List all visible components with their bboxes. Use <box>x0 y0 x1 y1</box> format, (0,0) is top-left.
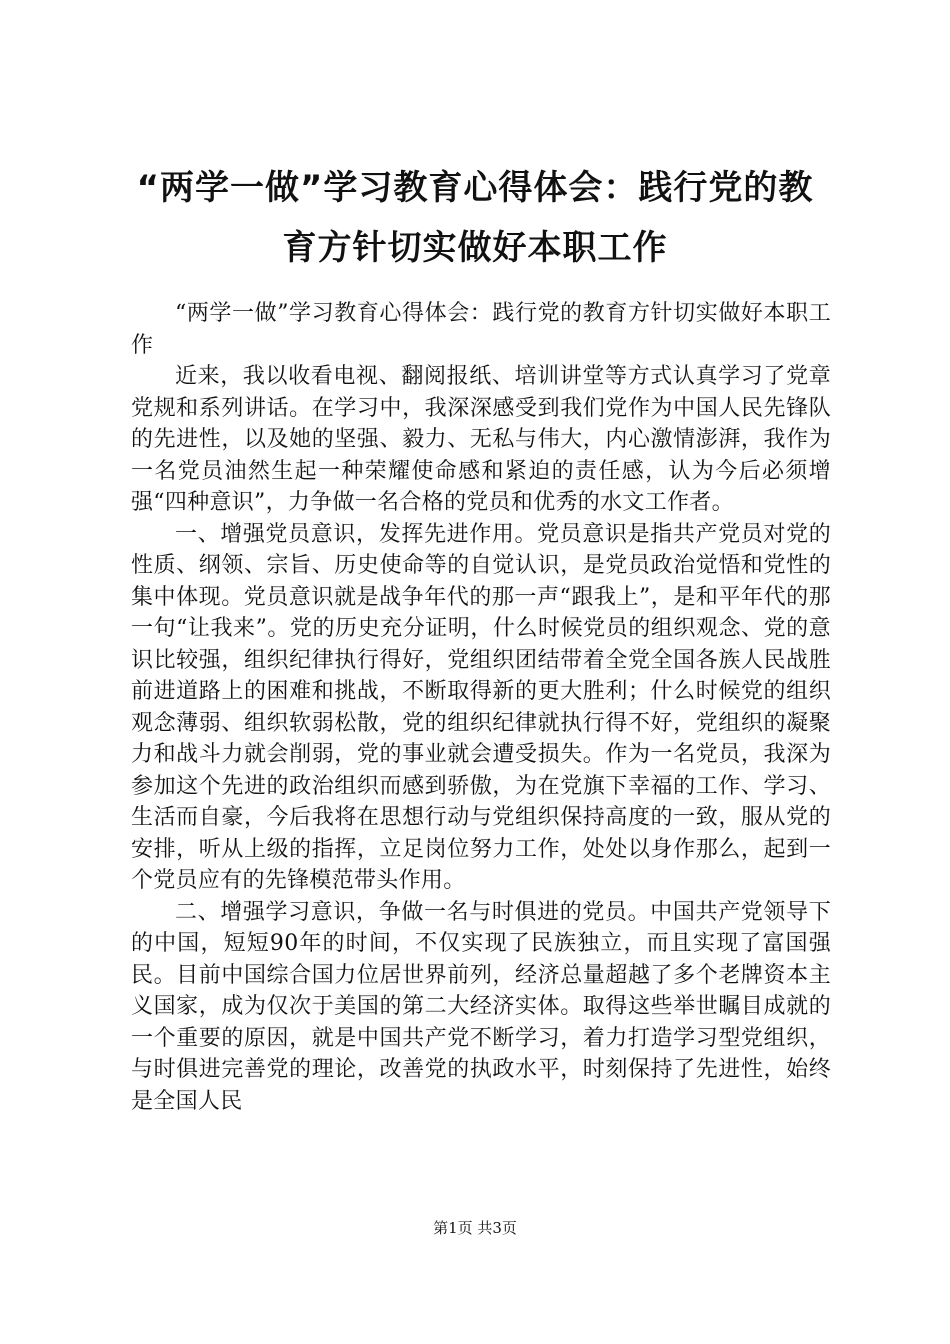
page-number-footer: 第1页 共3页 <box>433 1219 517 1237</box>
document-body <box>131 298 831 1117</box>
section-two-paragraph: 二、增强学习意识，争做一名与时俱进的党员。中国共产党领导下的中国，短短90年的时间，不仅实现了民族独立，而且实现了富国强民。目前中国综合国力位居世界前列，经济总量超越了多个老牌资本主义国家，成为仅次于美国的第二大经济实体。取得这些举世瞩目成就的一个重要的原因，就是中国共产党不断学习，着力打造学习型党组织，与时俱进完善党的理论，改善党的执政水平，时刻保持了先进性，始终是全国人民 <box>131 899 831 1114</box>
document-title: “两学一做”学习教育心得体会：践行党的教育方针切实做好本职工作 <box>136 168 814 268</box>
subtitle-paragraph: “两学一做”学习教育心得体会：践行党的教育方针切实做好本职工作 <box>131 301 831 358</box>
section-one-paragraph: 一、增强党员意识，发挥先进作用。党员意识是指共产党员对党的性质、纲领、宗旨、历史使命等的自觉认识，是党员政治觉悟和党性的集中体现。党员意识就是战争年代的那一声“跟我上”，是和平年代的那一句“让我来”。党的历史充分证明，什么时候党员的组织观念、党的意识比较强，组织纪律执行得好，党组织团结带着全党全国各族人民战胜前进道路上的困难和挑战，不断取得新的更大胜利；什么时候党的组织观念薄弱、组织软弱松散，党的组织纪律就执行得不好，党组织的凝聚力和战斗力就会削弱，党的事业就会遭受损失。作为一名党员，我深为参加这个先进的政治组织而感到骄傲，为在党旗下幸福的工作、学习、生活而自豪，今后我将在思想行动与党组织保持高度的一致，服从党的安排，听从上级的指挥，立足岗位努力工作，处处以身作那么，起到一个党员应有的先锋模范带头作用。 <box>131 521 831 893</box>
intro-paragraph: 近来，我以收看电视、翻阅报纸、培训讲堂等方式认真学习了党章党规和系列讲话。在学习中，我深深感受到我们党作为中国人民先锋队的先进性，以及她的坚强、毅力、无私与伟大，内心激情澎湃，我作为一名党员油然生起一种荣耀使命感和紧迫的责任感，认为今后必须增强“四种意识”，力争做一名合格的党员和优秀的水文工作者。 <box>131 364 831 515</box>
